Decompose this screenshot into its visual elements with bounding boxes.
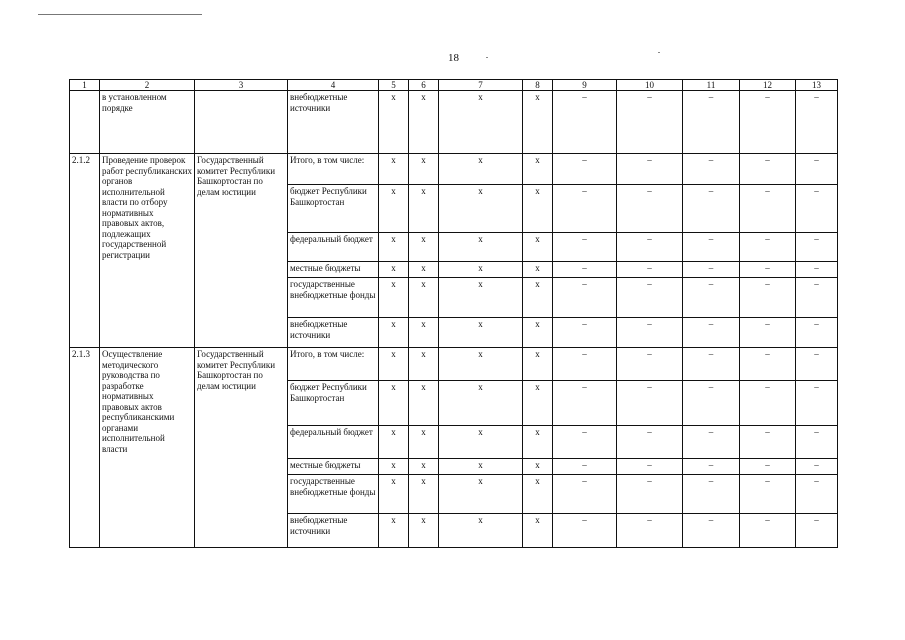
measure-cell: Проведение проверок работ республиканских органов исполнительной власти по отбору нормативных правовых актов, подлежащих государственной регистрации: [100, 154, 195, 348]
dash-mark: –: [796, 154, 838, 185]
x-mark: x: [409, 459, 439, 475]
header-cell: 1: [70, 80, 100, 91]
dash-mark: –: [553, 278, 617, 318]
dash-mark: –: [683, 475, 740, 514]
x-mark: x: [379, 426, 409, 459]
dash-mark: –: [617, 233, 683, 262]
funding-source: внебюджетные источники: [288, 514, 379, 548]
dash-mark: –: [553, 514, 617, 548]
dash-mark: –: [553, 233, 617, 262]
x-mark: x: [409, 514, 439, 548]
x-mark: x: [409, 91, 439, 154]
dash-mark: –: [617, 348, 683, 381]
dash-mark: –: [740, 348, 796, 381]
dash-mark: –: [740, 91, 796, 154]
dash-mark: –: [796, 233, 838, 262]
x-mark: x: [379, 514, 409, 548]
num-cell: [70, 91, 100, 154]
x-mark: x: [523, 262, 553, 278]
header-cell: 11: [683, 80, 740, 91]
x-mark: x: [523, 91, 553, 154]
dash-mark: –: [553, 348, 617, 381]
x-mark: x: [379, 233, 409, 262]
funding-source: бюджет Республики Башкортостан: [288, 381, 379, 426]
header-cell: 12: [740, 80, 796, 91]
dash-mark: –: [553, 154, 617, 185]
x-mark: x: [439, 318, 523, 348]
x-mark: x: [439, 348, 523, 381]
dash-mark: –: [553, 262, 617, 278]
dash-mark: –: [553, 318, 617, 348]
dash-mark: –: [553, 91, 617, 154]
dash-mark: –: [617, 154, 683, 185]
executor-cell: Государственный комитет Республики Башкортостан по делам юстиции: [195, 348, 288, 548]
measure-cell: в установленном порядке: [100, 91, 195, 154]
x-mark: x: [523, 381, 553, 426]
header-cell: 8: [523, 80, 553, 91]
x-mark: x: [379, 318, 409, 348]
x-mark: x: [439, 91, 523, 154]
x-mark: x: [523, 426, 553, 459]
dash-mark: –: [617, 318, 683, 348]
dash-mark: –: [796, 278, 838, 318]
x-mark: x: [409, 185, 439, 233]
section-number: 2.1.2: [70, 154, 100, 348]
x-mark: x: [523, 475, 553, 514]
x-mark: x: [439, 514, 523, 548]
dash-mark: –: [617, 185, 683, 233]
source-cell: внебюджетные источники: [288, 91, 379, 154]
dash-mark: –: [796, 185, 838, 233]
x-mark: x: [379, 278, 409, 318]
x-mark: x: [523, 278, 553, 318]
x-mark: x: [409, 381, 439, 426]
scan-speck: [486, 57, 488, 58]
dash-mark: –: [740, 233, 796, 262]
x-mark: x: [409, 154, 439, 185]
header-cell: 4: [288, 80, 379, 91]
header-cell: 13: [796, 80, 838, 91]
dash-mark: –: [683, 278, 740, 318]
header-row: [70, 80, 838, 91]
dash-mark: –: [796, 475, 838, 514]
dash-mark: –: [617, 91, 683, 154]
dash-mark: –: [740, 185, 796, 233]
dash-mark: –: [740, 426, 796, 459]
dash-mark: –: [683, 262, 740, 278]
funding-source: Итого, в том числе:: [288, 154, 379, 185]
section-number: 2.1.3: [70, 348, 100, 548]
x-mark: x: [379, 154, 409, 185]
dash-mark: –: [553, 459, 617, 475]
dash-mark: –: [683, 233, 740, 262]
x-mark: x: [379, 262, 409, 278]
dash-mark: –: [740, 318, 796, 348]
dash-mark: –: [617, 475, 683, 514]
header-cell: 5: [379, 80, 409, 91]
x-mark: x: [523, 459, 553, 475]
x-mark: x: [439, 381, 523, 426]
dash-mark: –: [740, 475, 796, 514]
x-mark: x: [379, 91, 409, 154]
x-mark: x: [379, 475, 409, 514]
funding-source: федеральный бюджет: [288, 426, 379, 459]
x-mark: x: [523, 185, 553, 233]
dash-mark: –: [617, 514, 683, 548]
x-mark: x: [409, 278, 439, 318]
x-mark: x: [409, 475, 439, 514]
header-cell: 3: [195, 80, 288, 91]
dash-mark: –: [796, 459, 838, 475]
x-mark: x: [439, 154, 523, 185]
measure-cell: Осуществление методического руководства по разработке нормативных правовых актов республиканскими органами исполнительной власти: [100, 348, 195, 548]
dash-mark: –: [796, 381, 838, 426]
scan-speck: [658, 52, 660, 53]
dash-mark: –: [617, 262, 683, 278]
dash-mark: –: [683, 381, 740, 426]
funding-source: внебюджетные источники: [288, 318, 379, 348]
funding-source: бюджет Республики Башкортостан: [288, 185, 379, 233]
x-mark: x: [409, 318, 439, 348]
x-mark: x: [379, 459, 409, 475]
dash-mark: –: [553, 381, 617, 426]
dash-mark: –: [796, 262, 838, 278]
dash-mark: –: [740, 154, 796, 185]
plan-table: [69, 79, 838, 548]
x-mark: x: [439, 475, 523, 514]
x-mark: x: [439, 278, 523, 318]
x-mark: x: [523, 318, 553, 348]
x-mark: x: [409, 348, 439, 381]
x-mark: x: [409, 262, 439, 278]
x-mark: x: [409, 233, 439, 262]
x-mark: x: [379, 381, 409, 426]
dash-mark: –: [683, 154, 740, 185]
x-mark: x: [439, 426, 523, 459]
header-cell: 9: [553, 80, 617, 91]
header-cell: 2: [100, 80, 195, 91]
header-cell: 6: [409, 80, 439, 91]
dash-mark: –: [683, 185, 740, 233]
dash-mark: –: [796, 348, 838, 381]
x-mark: x: [523, 348, 553, 381]
table-row: [70, 154, 838, 185]
dash-mark: –: [796, 426, 838, 459]
funding-source: государственные внебюджетные фонды: [288, 475, 379, 514]
dash-mark: –: [683, 318, 740, 348]
x-mark: x: [379, 348, 409, 381]
header-cell: 7: [439, 80, 523, 91]
dash-mark: –: [617, 278, 683, 318]
funding-source: Итого, в том числе:: [288, 348, 379, 381]
dash-mark: –: [553, 185, 617, 233]
dash-mark: –: [740, 381, 796, 426]
dash-mark: –: [617, 459, 683, 475]
dash-mark: –: [740, 262, 796, 278]
executor-cell: Государственный комитет Республики Башкортостан по делам юстиции: [195, 154, 288, 348]
funding-source: государственные внебюджетные фонды: [288, 278, 379, 318]
dash-mark: –: [683, 459, 740, 475]
dash-mark: –: [740, 514, 796, 548]
x-mark: x: [409, 426, 439, 459]
dash-mark: –: [796, 514, 838, 548]
dash-mark: –: [617, 426, 683, 459]
executor-cell: [195, 91, 288, 154]
dash-mark: –: [683, 348, 740, 381]
dash-mark: –: [683, 426, 740, 459]
x-mark: x: [523, 233, 553, 262]
dash-mark: –: [683, 91, 740, 154]
table-row: [70, 91, 838, 154]
x-mark: x: [439, 262, 523, 278]
dash-mark: –: [796, 318, 838, 348]
dash-mark: –: [553, 475, 617, 514]
funding-source: местные бюджеты: [288, 459, 379, 475]
page-number: 18: [448, 52, 459, 64]
x-mark: x: [439, 233, 523, 262]
dash-mark: –: [553, 426, 617, 459]
x-mark: x: [523, 154, 553, 185]
funding-source: федеральный бюджет: [288, 233, 379, 262]
dash-mark: –: [740, 459, 796, 475]
x-mark: x: [379, 185, 409, 233]
header-cell: 10: [617, 80, 683, 91]
top-rule: [38, 14, 202, 15]
dash-mark: –: [683, 514, 740, 548]
x-mark: x: [523, 514, 553, 548]
dash-mark: –: [796, 91, 838, 154]
table-row: [70, 348, 838, 381]
dash-mark: –: [617, 381, 683, 426]
x-mark: x: [439, 185, 523, 233]
dash-mark: –: [740, 278, 796, 318]
funding-source: местные бюджеты: [288, 262, 379, 278]
sections-body: [70, 154, 838, 548]
x-mark: x: [439, 459, 523, 475]
